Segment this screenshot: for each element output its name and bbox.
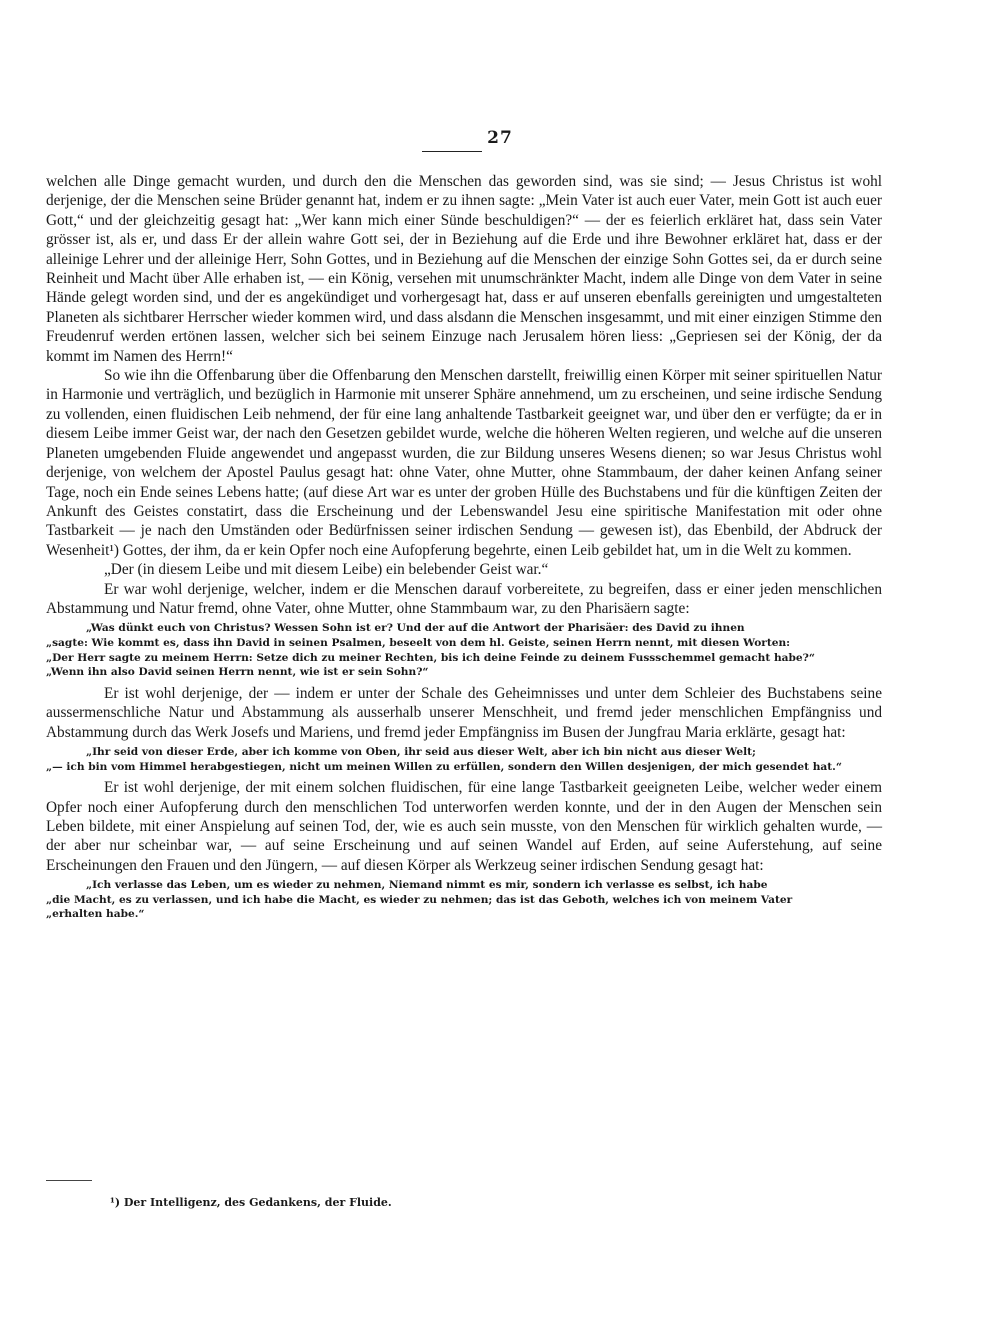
quote-line: „die Macht, es zu verlassen, und ich habe die Macht, es wieder zu nehmen; das ist das Geboth, welches ich von meinem Vater: [46, 893, 793, 906]
quote-line: „Ihr seid von dieser Erde, aber ich komme von Oben, ihr seid aus dieser Welt, aber ich bin nicht aus dieser Welt;: [86, 745, 756, 758]
quote-block-pharisees: [46, 621, 882, 679]
paragraph-pharisees: Er war wohl derjenige, welcher, indem er die Menschen darauf vorbereitete, zu begreifen, dass er einer jeden menschlichen Abstammung und Natur fremd, ohne Vater, ohne Mutter, ohne Stammbaum war, zu den Pharisäern sagte:: [46, 580, 882, 617]
paragraph-continuation: welchen alle Dinge gemacht wurden, und durch den die Menschen das geworden sind, was sie sind; — Jesus Christus ist wohl derjenige, der die Menschen seine Brüder genannt hat, indem er zu ihnen sagte: „Mein Vater ist auch euer Vater, mein Gott ist auch euer Gott,“ und der gleichzeitig gesagt hat: „Wer kann mich einer Sünde beschuldigen?“ — der es feierlich erkläret hat, dass sein Vater grösser ist, als er, und dass Er der allein wahre Gott sei, der in Beziehung auf die Erde und ihre Bewohner erkläret hat, dass er der alleinige Lehrer und der alleinige Herr, Sohn Gottes, und in Beziehung auf die Menschen der einzige Sohn Gottes sei, da er durch seine Reinheit und Macht über Alle erhaben ist, — ein König, versehen mit unumschränkter Macht, indem alle Dinge von dem Vater in seine Hände gelegt worden sind, und der es angekündiget und vorhergesagt hat, dass er auf unseren ebenfalls gereinigten und umgestalteten Planeten als sichtbarer Herrscher wieder kommen wird, und dass alsdann die Menschen insgesammt, und mit einer einzigen Stimme den Freudenruf werden ertönen lassen, welcher sich bei seinem Einzuge nach Jerusalem hören liess: „Gepriesen sei der König, der da kommt im Namen des Herrn!“: [46, 173, 883, 365]
quote-line: „Der Herr sagte zu meinem Herrn: Setze dich zu meiner Rechten, bis ich deine Feinde zu deinem Fussschemmel gemacht habe?“: [46, 651, 815, 664]
page-number: 27: [487, 128, 513, 148]
quote-line: „sagte: Wie kommt es, dass ihn David in seinen Psalmen, beseelt von dem hl. Geiste, seinen Herrn nennt, mit diesen Worten:: [46, 636, 791, 649]
quote-line: „erhalten habe.“: [46, 908, 145, 921]
quote-line: „Was dünkt euch von Christus? Wessen Sohn ist er? Und der auf die Antwort der Pharisäer: des David zu ihnen: [86, 622, 745, 635]
paragraph-revelation: So wie ihn die Offenbarung über die Offenbarung den Menschen darstellt, freiwillig einen Körper mit seiner spirituellen Natur in Harmonie und verträglich, und bezüglich in Harmonie mit unserer Sphäre annehmend, um zu erscheinen, und seine irdische Sendung zu vollenden, einen fluidischen Leib nehmend, der für eine lang anhaltende Tastbarkeit geeignet war, und über den er verfügte; da er in diesem Leibe immer Geist war, der nach den Gesetzen gebildet wurde, welche die höheren Welten regieren, und welche auf die unseren Planeten umgebenden Fluide angewendet und angepasst wurden, die zur Bildung unseres Wesens dienen; so war Jesus Christus wohl derjenige, von welchem der Apostel Paulus gesagt hat: ohne Vater, ohne Mutter, ohne Stammbaum, der daher keinen Anfang seiner Tage, noch ein Ende seines Lebens hatte; (auf diese Art war es unter der groben Hülle des Buchstabens und für die künftigen Zeiten der Ankunft des Geistes constatirt, dass die Erscheinung und der Lebenswandel Jesu eine spiritische Manifestation mit oder ohne Tastbarkeit — je nach den Umständen oder Bedürfnissen seiner irdischen Sendung — gewesen ist), das Ebenbild, der Abdruck der Wesenheit¹) Gottes, der ihm, da er kein Opfer noch eine Aufopferung begehrte, einen Leib gebildet hat, um in die Welt zu kommen.: [46, 367, 882, 559]
quote-line: „Wenn ihn also David seinen Herrn nennt, wie ist er sein Sohn?“: [46, 666, 429, 679]
footnote: ¹) Der Intelligenz, des Gedankens, der Fluide.: [110, 1196, 392, 1209]
footnote-rule: [46, 1180, 92, 1181]
quote-line: „Ich verlasse das Leben, um es wieder zu nehmen, Niemand nimmt es mir, sondern ich verlasse es selbst, ich habe: [86, 879, 768, 892]
page-body: [46, 172, 882, 926]
quote-block-from-above: [46, 745, 882, 774]
paragraph-fluidic-body: Er ist wohl derjenige, der mit einem solchen fluidischen, für eine lange Tastbarkeit geeigneten Leibe, welcher weder einem Opfer noch einer Aufopferung durch den menschlichen Tod unterworfen werden konnte, und der in den Augen der Menschen sein Leben bildete, mit einer Anspielung auf seinen Tod, der, wie es auch sein musste, von den Menschen für wirklich gehalten wurde, — der aber nur scheinbar war, — auf seine Erscheinung und auf seinen Wandel auf Erden, auf seine Auferstehung, auf seine Erscheinungen den Frauen und den Jüngern, — auf diesen Körper als Werkzeug seiner irdischen Sendung gesagt hat:: [46, 779, 882, 874]
paragraph-mystery: Er ist wohl derjenige, der — indem er unter der Schale des Geheimnisses und unter dem Schleier des Buchstabens seine aussermenschliche Natur und Abstammung als ausserhalb unserer Menschheit, und fremd jeder menschlichen Empfängniss und Abstammung durch das Werk Josefs und Mariens, und fremd jeder Empfängniss im Busen der Jungfrau Maria erklärte, gesagt hat:: [46, 684, 882, 741]
page-number-rule: [422, 151, 482, 152]
quote-block-life: [46, 878, 882, 922]
quote-line: „— ich bin vom Himmel herabgestiegen, nicht um meinen Willen zu erfüllen, sondern den Willen desjenigen, der mich gesendet hat.“: [46, 760, 842, 773]
paragraph-spirit: „Der (in diesem Leibe und mit diesem Leibe) ein belebender Geist war.“: [104, 561, 549, 579]
